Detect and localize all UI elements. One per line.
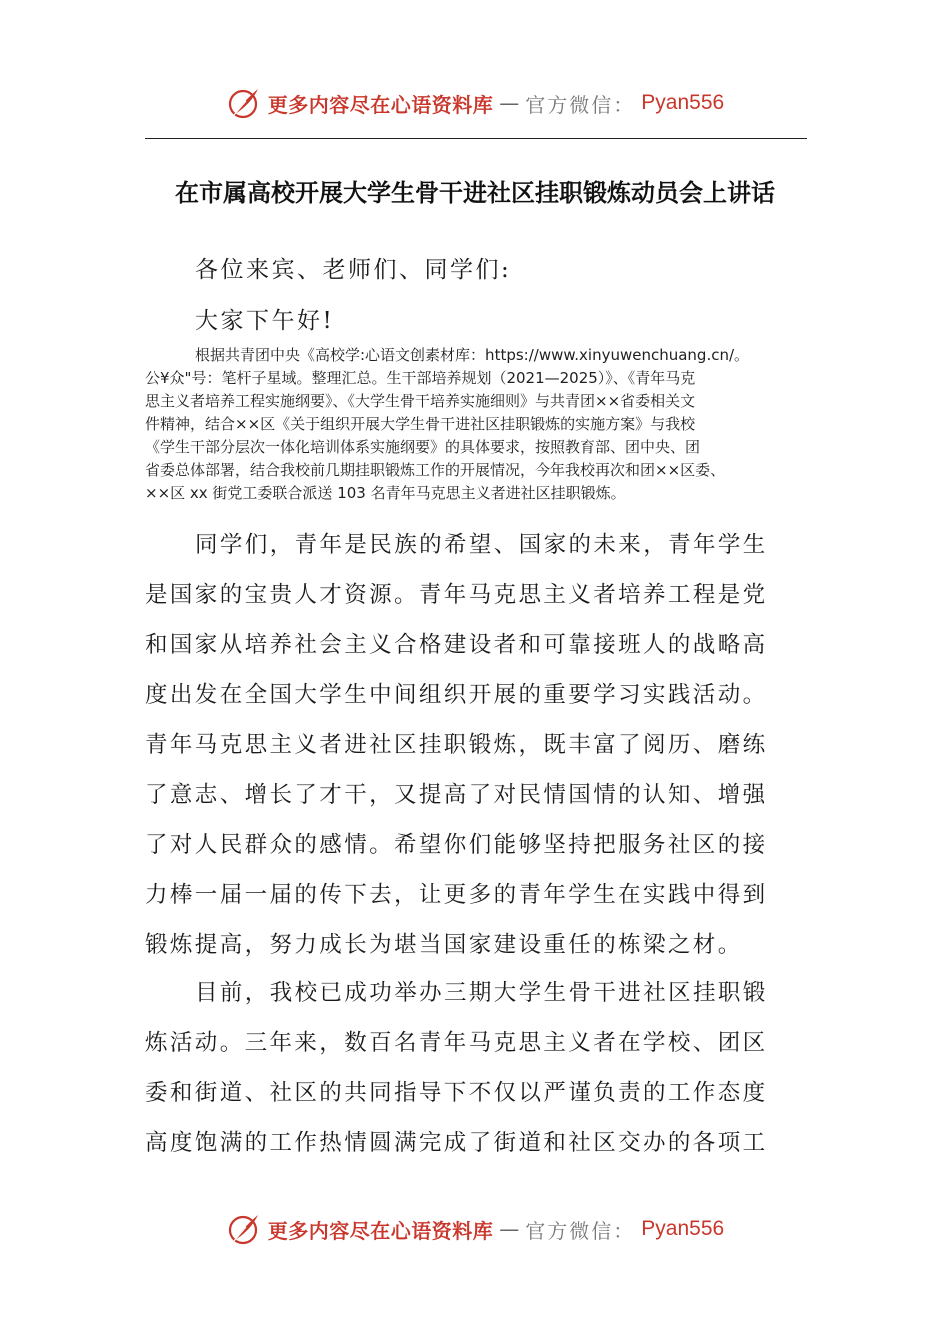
header-watermark (0, 83, 950, 123)
intro-line: 根据共青团中央《高校学:心语文创素材库：https://www.xinyuwenchuang.cn/。 (195, 346, 750, 364)
body-line: 和国家从培养社会主义合格建设者和可靠接班人的战略高 (145, 632, 768, 658)
body-line: 高度饱满的工作热情圆满完成了街道和社区交办的各项工 (145, 1130, 768, 1156)
body-line: 是国家的宝贵人才资源。青年马克思主义者培养工程是党 (145, 582, 768, 608)
body-line: 委和街道、社区的共同指导下不仅以严谨负责的工作态度 (145, 1080, 768, 1106)
body-line: 度出发在全国大学生中间组织开展的重要学习实践活动。 (145, 682, 768, 708)
intro-line: 《学生干部分层次一体化培训体系实施纲要》的具体要求，按照教育部、团中央、团 (145, 438, 701, 456)
body-line: 了对人民群众的感情。希望你们能够坚持把服务社区的接 (145, 832, 768, 858)
intro-line: 公¥众"号：笔杆子星域。整理汇总。生干部培养规划（2021—2025）》、《青年马克 (145, 369, 696, 387)
watermark-official-label: 官方微信： (525, 1218, 636, 1243)
greeting: 大家下午好! (195, 308, 335, 334)
body-line: 目前，我校已成功举办三期大学生骨干进社区挂职锻 (195, 980, 768, 1006)
body-paragraph-2 (145, 968, 813, 1168)
intro-line: ××区 xx 街党工委联合派送 103 名青年马克思主义者进社区挂职锻炼。 (145, 484, 626, 502)
intro-line: 思主义者培养工程实施纲要》、《大学生骨干培养实施细则》与共青团××省委相关文 (145, 392, 696, 410)
watermark-official-label: 官方微信： (525, 92, 636, 117)
watermark-wechat-id: Pyan556 (641, 91, 725, 114)
body-paragraph-1 (145, 520, 813, 970)
intro-line: 件精神，结合××区《关于组织开展大学生骨干进社区挂职锻炼的实施方案》与我校 (145, 415, 696, 433)
page-title: 在市属高校开展大学生骨干进社区挂职锻炼动员会上讲话 (175, 178, 775, 207)
body-line: 锻炼提高，努力成长为堪当国家建设重任的栋梁之材。 (145, 932, 743, 958)
footer-watermark (0, 1209, 950, 1249)
watermark-dash: — (499, 91, 520, 115)
feather-pen-icon (226, 1211, 262, 1247)
watermark-wechat-id: Pyan556 (641, 1217, 725, 1240)
watermark-dash: — (499, 1217, 520, 1241)
watermark-brand: 更多内容尽在心语资料库 (267, 1218, 494, 1243)
body-line: 青年马克思主义者进社区挂职锻炼，既丰富了阅历、磨练 (145, 732, 768, 758)
body-line: 炼活动。三年来，数百名青年马克思主义者在学校、团区 (145, 1030, 768, 1056)
intro-line: 省委总体部署，结合我校前几期挂职锻炼工作的开展情况，今年我校再次和团××区委、 (145, 461, 726, 479)
header-divider (145, 138, 807, 139)
body-line: 同学们，青年是民族的希望、国家的未来，青年学生 (195, 532, 768, 558)
feather-pen-icon (226, 85, 262, 121)
body-line: 了意志、增长了才干，又提高了对民情国情的认知、增强 (145, 782, 768, 808)
watermark-brand: 更多内容尽在心语资料库 (267, 92, 494, 117)
body-line: 力棒一届一届的传下去，让更多的青年学生在实践中得到 (145, 882, 768, 908)
salutation: 各位来宾、老师们、同学们: (195, 257, 512, 283)
intro-paragraph (145, 344, 813, 505)
